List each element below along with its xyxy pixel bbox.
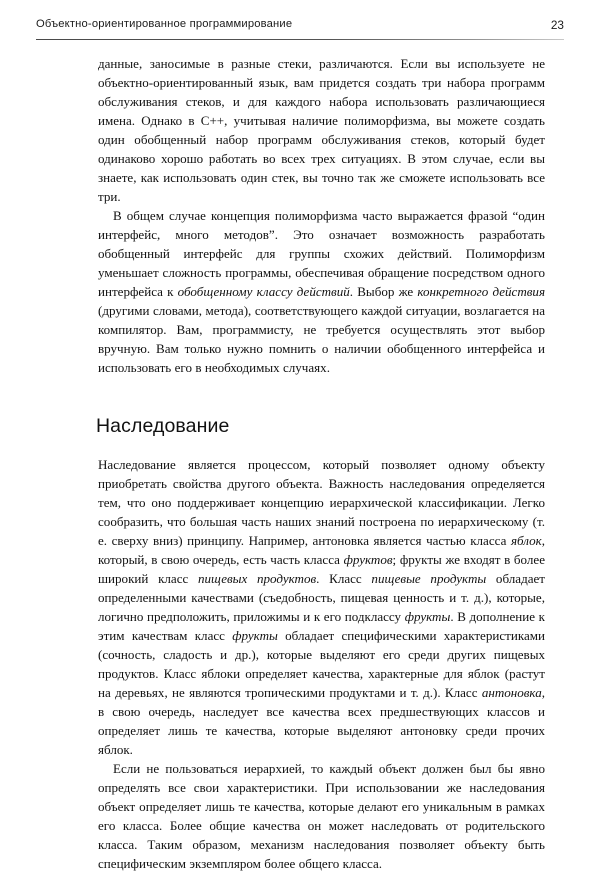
- header-rule: [36, 39, 564, 40]
- text-run: . Выбор же: [349, 284, 418, 299]
- text-run: , который, в свою очередь, есть часть класса: [98, 533, 545, 567]
- text-run: обладает специфическими характеристиками (сочность, сладость и др.), которые выделяют его среди других пищевых продуктов. Класс яблоки определяет качества, характерные для яблок (растут на деревьях, не являются тропическими продуктами и т. д.). Класс: [98, 628, 546, 700]
- section-heading-wrap: [96, 377, 545, 455]
- emphasis-term: фрукты: [232, 628, 278, 643]
- text-run: Наследование является процессом, который позволяет одному объекту приобретать свойства другого объекта. Важность наследования определяется тем, что оно поддерживает концепцию иерархической классификации. Легко сообразить, что большая часть наших знаний построена по иерархическому (т. е. сверху вниз) принципу. Например, антоновка является частью класса: [98, 457, 545, 548]
- text-run: (другими словами, метода), соответствующего каждой ситуации, возлагается на компилятор. Вам, программисту, не требуется осуществлять этот выбор вручную. Вам только нужно помнить о наличии обобщенного интерфейса и использовать его в необходимых случаях.: [98, 303, 545, 375]
- section-heading-inheritance: Наследование: [96, 415, 230, 437]
- text-run: В общем случае концепция полиморфизма часто выражается фразой “один интерфейс, много методов”. Это означает возможность разработать обобщенный интерфейс для группы схожих действий. Полиморфизм уменьшает сложность программы, обеспечивая обращение посредством одного интерфейса к: [98, 208, 545, 299]
- paragraph-stacks: [98, 54, 545, 206]
- emphasis-term: пищевых продуктов: [198, 571, 317, 586]
- body-text-column: [98, 54, 545, 873]
- running-head-title: Объектно-ориентированное программирование: [36, 18, 293, 30]
- text-run: , в свою очередь, наследует все качества всех предшествующих классов и определяет лишь те качества, которые выделяют антоновку среди прочих яблок.: [98, 685, 545, 757]
- emphasis-term: пищевые продукты: [371, 571, 487, 586]
- text-run: данные, заносимые в разные стеки, различаются. Если вы используете не объектно-ориентированный язык, вам придется создать три набора программ обслуживания стеков, и для каждого набора использовать различающиеся имена. Однако в C++, учитывая наличие полиморфизма, вы можете создать один обобщенный набор программ обслуживания стеков, который будет одинаково хорошо работать во всех трех ситуациях. В этом случае, если вы знаете, как использовать один стек, вы точно так же сможете использовать все три.: [98, 56, 545, 204]
- page-number: 23: [550, 18, 564, 32]
- text-run: обладает определенными качествами (съедобность, пищевая ценность и т. д.), которые, логично предположить, приложимы и к его подклассу: [98, 571, 545, 624]
- emphasis-term: фруктов: [343, 552, 393, 567]
- paragraph-polymorphism: [98, 206, 545, 377]
- running-head: [36, 18, 564, 38]
- emphasis-term: антоновка: [481, 685, 542, 700]
- text-run: Если не пользоваться иерархией, то каждый объект должен был бы явно определять все свои характеристики. При использовании же наследования объект определяет лишь те качества, которые делают его уникальным в рамках его класса. Более общие качества он может наследовать от родительского класса. Таким образом, механизм наследования позволяет объекту быть специфическим экземпляром более общего класса.: [98, 761, 545, 871]
- text-run: . Класс: [316, 571, 372, 586]
- paragraph-inheritance-hierarchy: [98, 759, 545, 873]
- emphasis-term: фрукты: [404, 609, 451, 624]
- emphasis-term: яблок: [510, 533, 542, 548]
- text-run: ; фрукты же входят в более широкий класс: [98, 552, 545, 586]
- paragraph-inheritance-intro: [98, 455, 545, 759]
- emphasis-term: конкретного действия: [417, 284, 546, 299]
- text-run: . В дополнение к этим качествам класс: [98, 609, 546, 643]
- emphasis-term: обобщенному классу действий: [177, 284, 350, 299]
